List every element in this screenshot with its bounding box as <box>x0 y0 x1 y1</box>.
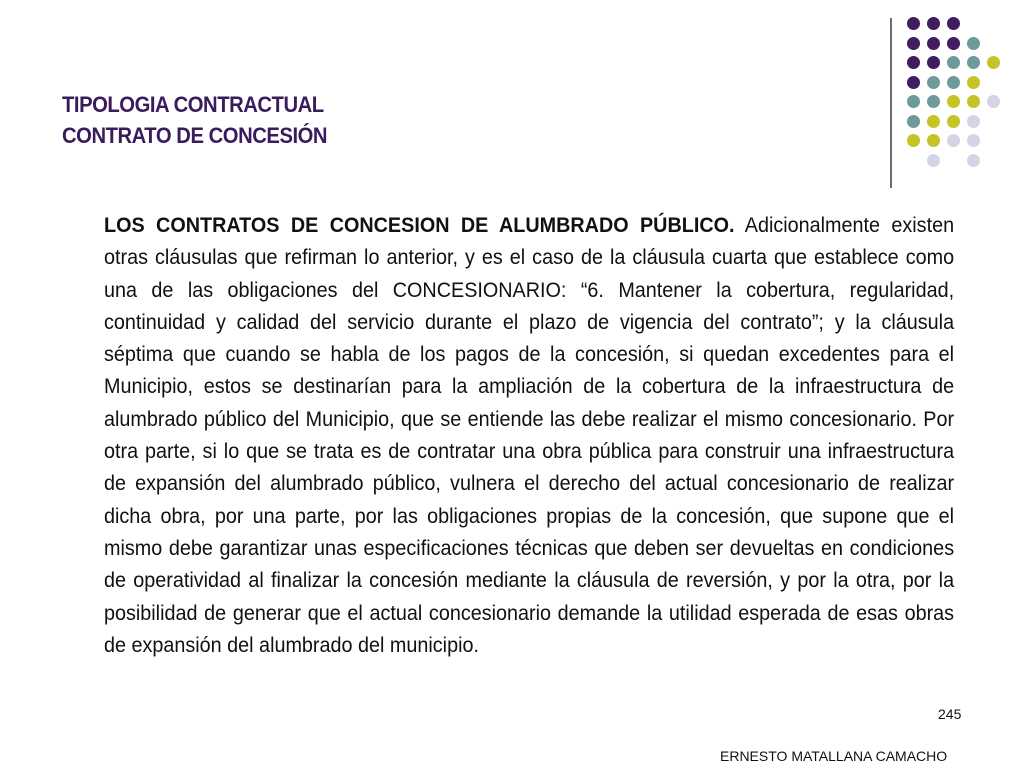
decorative-dot <box>947 56 960 69</box>
decorative-dot <box>927 56 940 69</box>
decorative-dot <box>907 115 920 128</box>
decorative-dot <box>987 95 1000 108</box>
decorative-dot <box>927 76 940 89</box>
decorative-dot <box>967 95 980 108</box>
body-content: Adicionalmente existen otras cláusulas que refirman lo anterior, y es el caso de la cláusula cuarta que establece como una de las obligaciones del CONCESIONARIO: “6. Mantener la cobertura, regularidad, continuidad y calidad del servicio durante el plazo de vigencia del contrato”; y la cláusula séptima que cuando se habla de los pagos de la concesión, si quedan excedentes para el Municipio, estos se destinarían para la ampliación de la cobertura de la infraestructura de alumbrado público del Municipio, que se entiende las debe realizar el mismo concesionario. Por otra parte, si lo que se trata es de contratar una obra pública para construir una infraestructura de expansión del alumbrado público, vulnera el derecho del actual concesionario de realizar dicha obra, por una parte, por las obligaciones propias de la concesión, que supone que el mismo debe garantizar unas especificaciones técnicas que deben ser devueltas en condiciones de operatividad al finalizar la concesión mediante la cláusula de reversión, y por la otra, por la posibilidad de generar que el actual concesionario demande la utilidad esperada de esas obras de expansión del alumbrado del municipio. <box>104 213 955 657</box>
decorative-dot <box>967 154 980 167</box>
page-number: 245 <box>938 706 962 722</box>
footer-author: ERNESTO MATALLANA CAMACHO <box>720 748 948 764</box>
decorative-dot <box>947 76 960 89</box>
decorative-divider <box>890 18 892 188</box>
decorative-dot <box>947 17 960 30</box>
decorative-dot <box>947 134 960 147</box>
decorative-dot <box>967 37 980 50</box>
decorative-dot <box>927 115 940 128</box>
decorative-dot <box>907 56 920 69</box>
decorative-dot <box>927 95 940 108</box>
decorative-dot <box>907 76 920 89</box>
decorative-dot <box>967 134 980 147</box>
body-paragraph <box>104 209 954 661</box>
decorative-dot <box>927 134 940 147</box>
slide-title <box>62 89 350 151</box>
decorative-dot <box>947 115 960 128</box>
decorative-dot <box>947 95 960 108</box>
title-line-1: TIPOLOGIA CONTRACTUAL <box>62 92 324 117</box>
decorative-dot <box>967 115 980 128</box>
decorative-dot <box>927 37 940 50</box>
decorative-dot <box>927 154 940 167</box>
decorative-dot <box>907 17 920 30</box>
decorative-dot <box>967 76 980 89</box>
body-lead: LOS CONTRATOS DE CONCESION DE ALUMBRADO PÚBLICO. <box>104 213 735 237</box>
decorative-dot <box>987 56 1000 69</box>
decorative-dot <box>927 17 940 30</box>
decorative-dot <box>967 56 980 69</box>
title-line-2: CONTRATO DE CONCESIÓN <box>62 123 328 148</box>
decorative-dot <box>907 95 920 108</box>
decorative-dot <box>947 37 960 50</box>
decorative-dot <box>907 134 920 147</box>
decorative-dot <box>907 37 920 50</box>
